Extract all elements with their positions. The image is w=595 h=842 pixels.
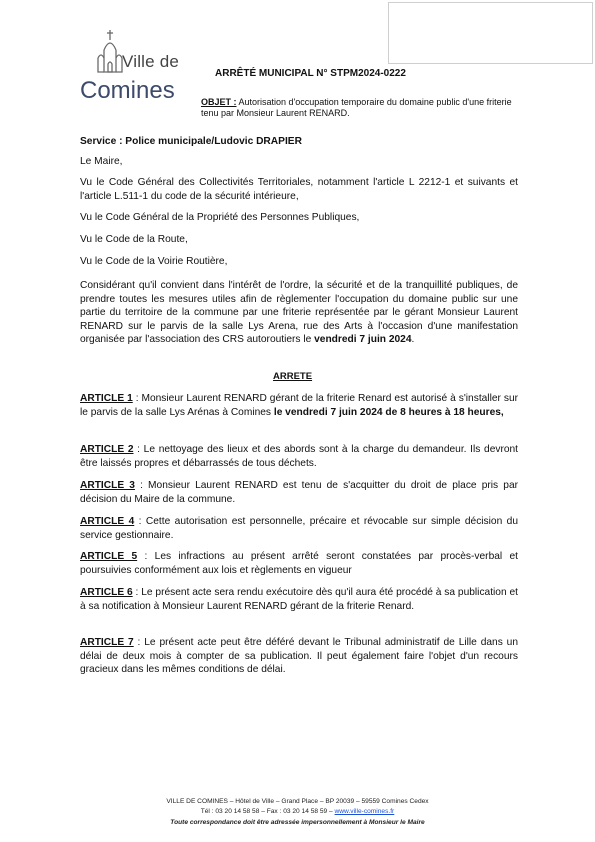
objet-label: OBJET :	[201, 97, 237, 107]
article-7-text: : Le présent acte peut être déféré devant le Tribunal administratif de Lille dans un délai de deux mois à compter de sa publication. Il peut également faire l'objet d'un recours gracieux dans les mêmes conditions de délai.	[80, 637, 518, 676]
objet-block	[201, 97, 531, 119]
service-line: Service : Police municipale/Ludovic DRAPIER	[80, 136, 302, 147]
considerant-paragraph	[80, 279, 518, 347]
stamp-box	[388, 2, 593, 64]
article-1-dates: le vendredi 7 juin 2024 de 8 heures à 18 heures,	[273, 406, 504, 418]
footer-website-link[interactable]: www.ville-comines.fr	[334, 808, 395, 815]
article-1	[80, 392, 518, 419]
article-5	[80, 550, 518, 577]
article-5-label: ARTICLE 5	[80, 551, 138, 562]
article-1-text: : Monsieur Laurent RENARD gérant de la friterie Renard est autorisé à s'installer sur le parvis de la salle Lys Arénas à Comines	[80, 393, 518, 418]
article-2-text: : Le nettoyage des lieux et des abords sont à la charge du demandeur. Ils devront être laissés propres et débarrassés de tous déchets.	[80, 444, 519, 469]
vu-cgppp: Vu le Code Général de la Propriété des Personnes Publiques,	[80, 212, 360, 223]
article-2-label: ARTICLE 2	[80, 444, 134, 455]
footer-contact	[0, 807, 595, 816]
article-2	[80, 443, 518, 470]
article-3	[80, 479, 518, 506]
article-7-label: ARTICLE 7	[80, 637, 134, 648]
considerant-end: .	[411, 334, 415, 346]
article-4	[80, 515, 518, 542]
considerant-date: vendredi 7 juin 2024	[314, 334, 412, 346]
article-6	[80, 586, 518, 613]
article-4-text: : Cette autorisation est personnelle, précaire et révocable sur simple décision du service gestionnaire.	[80, 516, 518, 541]
logo-ville-text: Ville de	[122, 52, 180, 71]
considerant-text: Considérant qu'il convient dans l'intérêt de l'ordre, la sécurité et de la tranquillité publiques, de prendre toutes les mesures utiles afin de règlementer l'occupation du domaine public sur une partie du territoire de la commune par une friterie représentée par le gérant Monsieur Laurent RENARD sur le parvis de la salle Lys Arena, rue des Arts à l'occasion d'une manifestation organisée par l'association des CRS autoroutiers le	[80, 280, 518, 346]
article-5-text: : Les infractions au présent arrêté seront constatées par procès-verbal et poursuivies conformément aux lois et règlements en vigueur	[80, 551, 518, 576]
logo-comines-text: Comines	[80, 77, 175, 104]
footer-address: VILLE DE COMINES – Hôtel de Ville – Grand Place – BP 20039 – 59559 Comines Cedex	[166, 798, 429, 805]
vu-code-route: Vu le Code de la Route,	[80, 234, 188, 245]
article-3-label: ARTICLE 3	[80, 480, 135, 491]
vu-voirie: Vu le Code de la Voirie Routière,	[80, 256, 228, 267]
article-1-label: ARTICLE 1	[80, 393, 133, 404]
comines-logo	[80, 28, 195, 108]
article-6-label: ARTICLE 6	[80, 587, 133, 598]
article-3-text: : Monsieur Laurent RENARD est tenu de s'acquitter du droit de place pris par décision du Maire de la commune.	[80, 480, 519, 505]
article-4-label: ARTICLE 4	[80, 516, 135, 527]
objet-text: Autorisation d'occupation temporaire du domaine public d'une friterie tenu par Monsieur Laurent RENARD.	[201, 97, 512, 118]
document-title: ARRÊTÉ MUNICIPAL N° STPM2024-0222	[215, 68, 406, 79]
article-6-text: : Le présent acte sera rendu exécutoire dès qu'il aura été procédé à sa publication et à sa notification à Monsieur Laurent RENARD gérant de la friterie Renard.	[80, 587, 518, 612]
article-7	[80, 636, 518, 677]
vu-cgct: Vu le Code Général des Collectivités Territoriales, notamment l'article L 2212-1 et suivants et l'article L.511-1 du code de la sécurité intérieure,	[80, 177, 518, 202]
footer-notice: Toute correspondance doit être adressée impersonnellement à Monsieur le Maire	[170, 819, 425, 826]
footer-phone-fax: Tél : 03 20 14 58 58 – Fax : 03 20 14 58 59 –	[200, 808, 335, 815]
le-maire: Le Maire,	[80, 156, 123, 167]
arrete-heading: ARRETE	[273, 371, 313, 382]
